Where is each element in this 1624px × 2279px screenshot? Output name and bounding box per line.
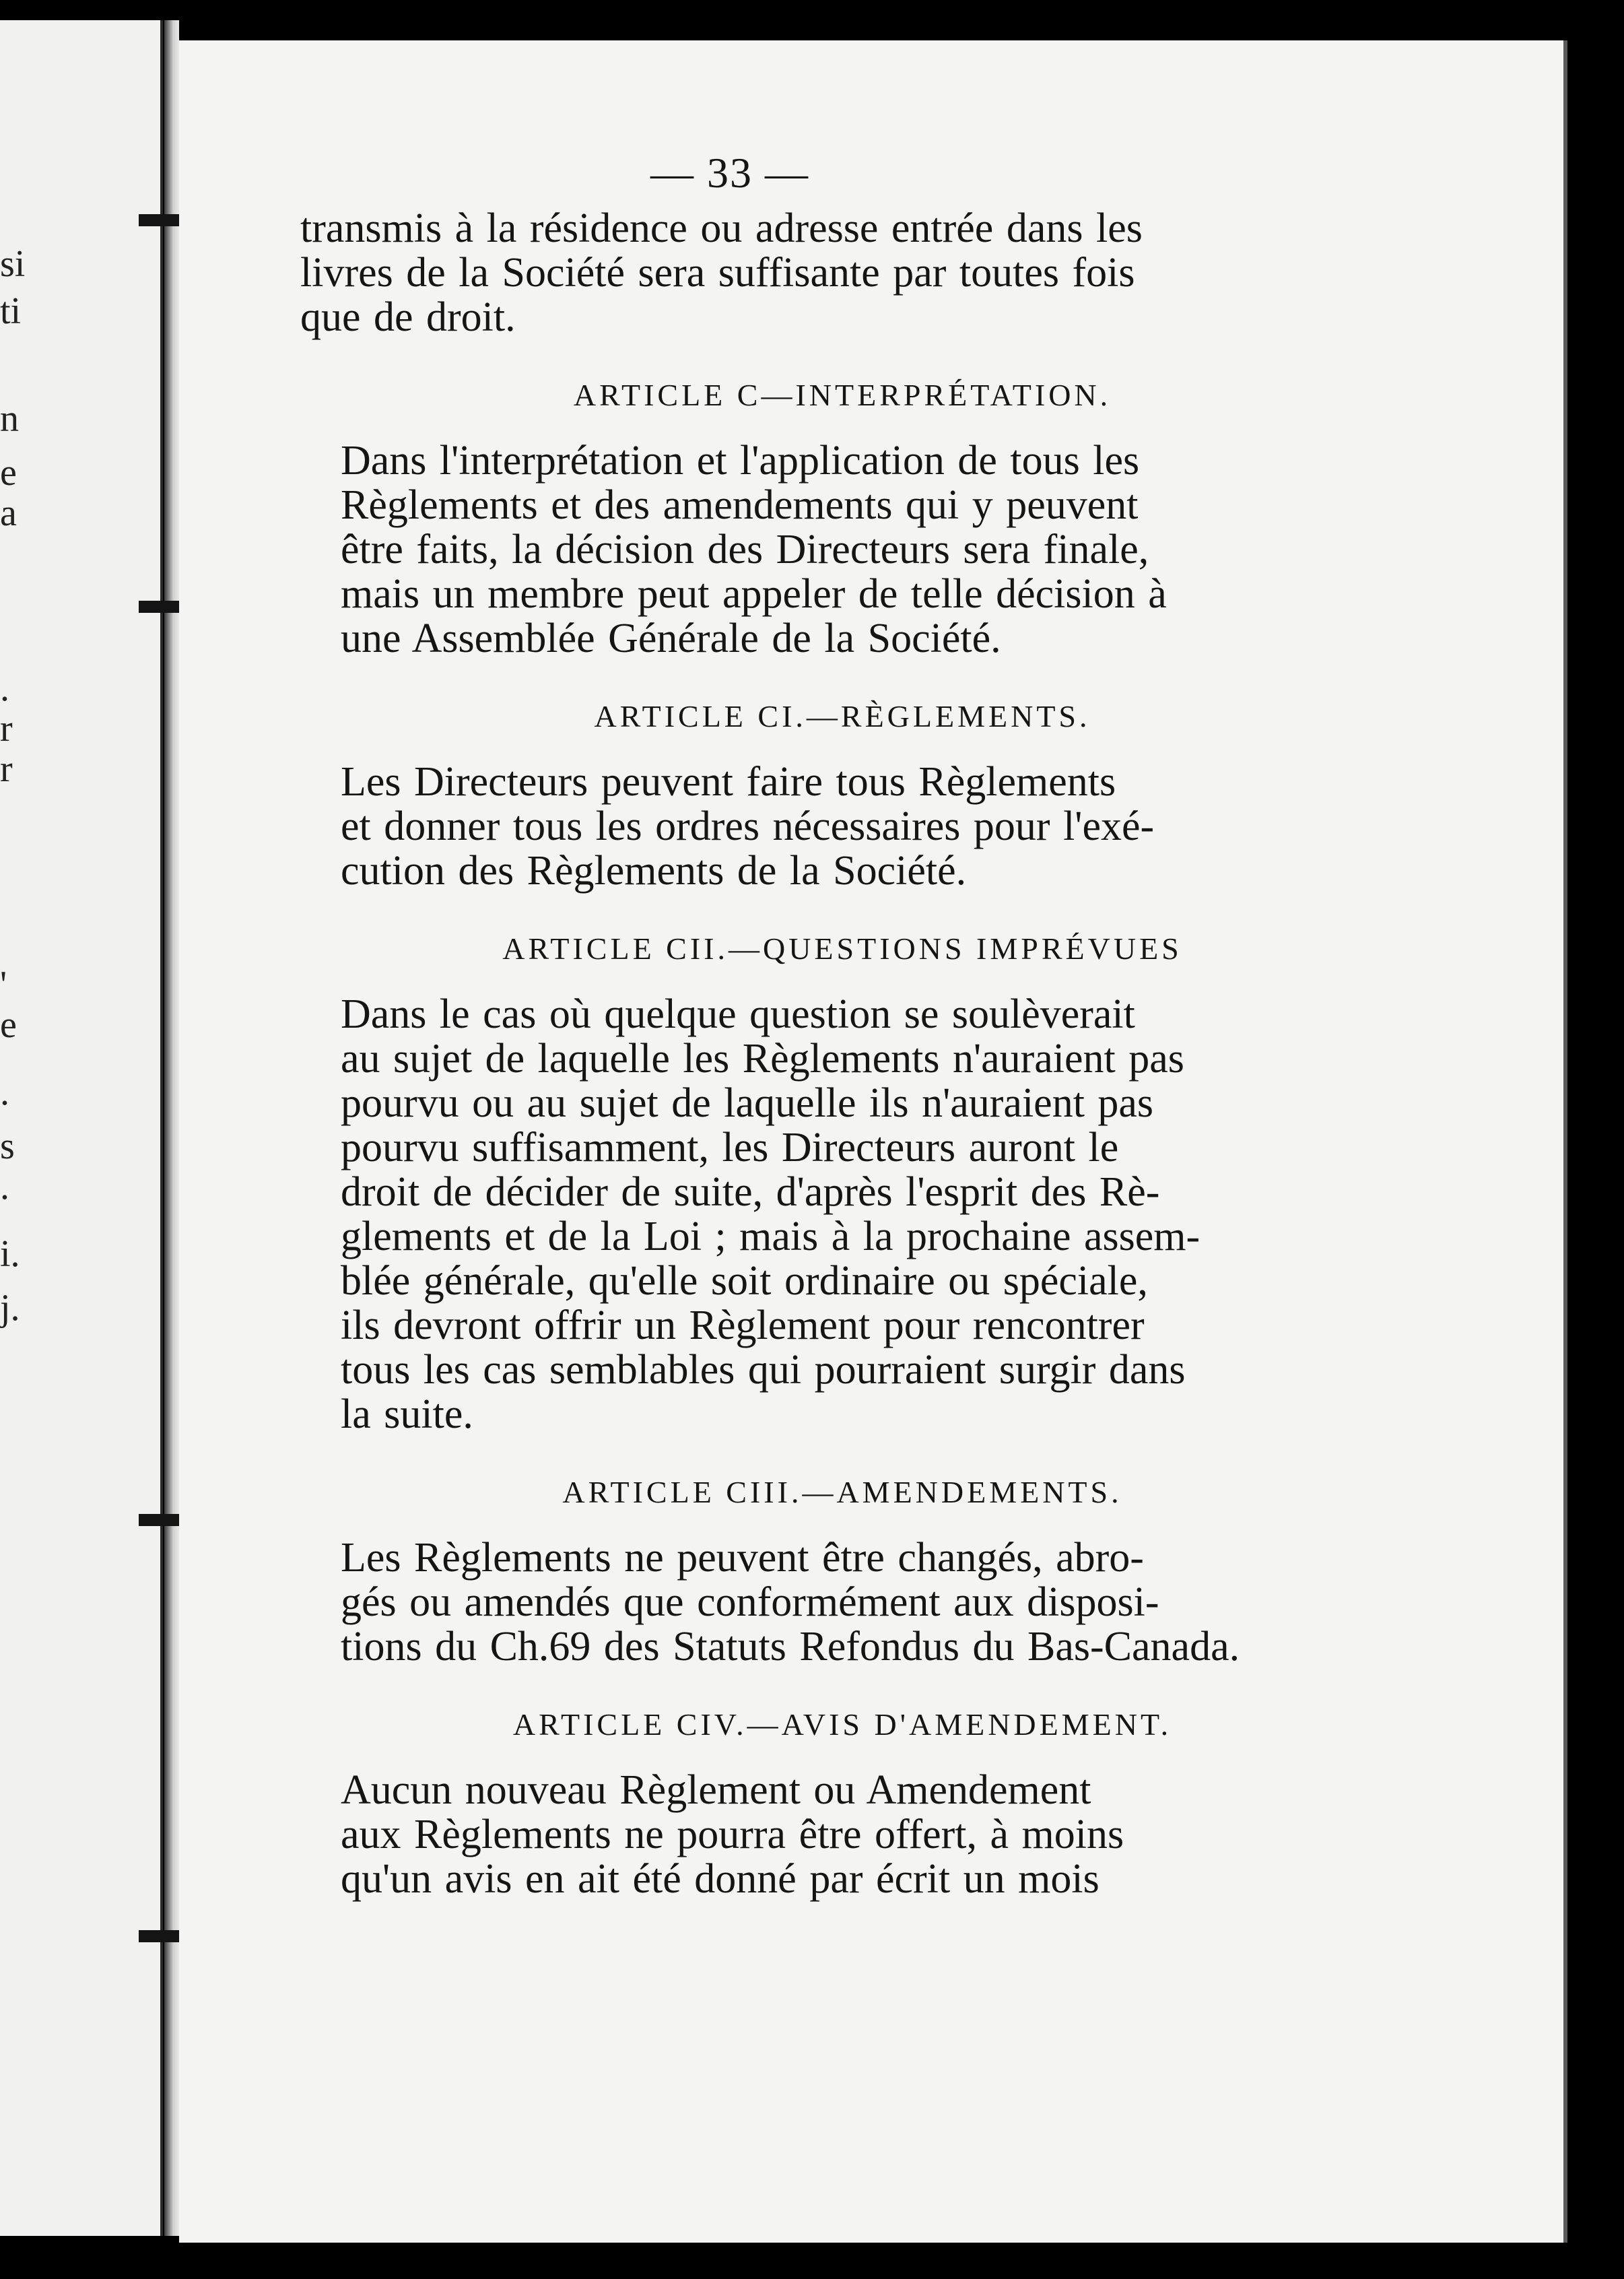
- article-paragraph: [300, 992, 1344, 1436]
- facing-page-fragment: s: [0, 1125, 15, 1167]
- text-line: Les Règlements ne peuvent être changés, abro-: [341, 1535, 1144, 1581]
- facing-page-fragment: ': [0, 964, 7, 1005]
- article-heading: ARTICLE C—INTERPRÉTATION.: [573, 378, 1112, 412]
- text-line: être faits, la décision des Directeurs sera finale,: [341, 527, 1149, 572]
- article-paragraph: [300, 1768, 1344, 1901]
- text-line: que de droit.: [300, 294, 516, 340]
- text-line: pourvu suffisamment, les Directeurs auront le: [341, 1125, 1119, 1170]
- facing-page-fragment: ti: [0, 290, 22, 332]
- facing-page-fragment: n: [0, 398, 19, 440]
- article-heading: ARTICLE CI.—RÈGLEMENTS.: [594, 699, 1091, 733]
- article-heading: ARTICLE CIII.—AMENDEMENTS.: [562, 1475, 1122, 1509]
- text-line: au sujet de laquelle les Règlements n'auraient pas: [341, 1036, 1184, 1082]
- facing-page-fragment: .: [0, 1166, 9, 1208]
- text-line: livres de la Société sera suffisante par toutes fois: [300, 250, 1135, 296]
- text-line: pourvu ou au sujet de laquelle ils n'auraient pas: [341, 1080, 1154, 1126]
- text-line: ils devront offrir un Règlement pour rencontrer: [341, 1302, 1145, 1348]
- text-line: Les Directeurs peuvent faire tous Règlements: [341, 759, 1116, 805]
- article-heading: ARTICLE CIV.—AVIS D'AMENDEMENT.: [512, 1707, 1172, 1742]
- facing-page-fragment: j.: [0, 1287, 20, 1329]
- facing-page-fragment: .: [0, 1071, 9, 1113]
- text-line: tous les cas semblables qui pourraient surgir dans: [341, 1347, 1186, 1393]
- text-line: et donner tous les ordres nécessaires pour l'exé-: [341, 803, 1155, 849]
- text-line: tions du Ch.69 des Statuts Refondus du Bas-Canada.: [341, 1624, 1240, 1670]
- facing-page-fragment: r: [0, 708, 13, 750]
- text-line: glements et de la Loi ; mais à la prochaine assem-: [341, 1214, 1200, 1259]
- facing-page-fragment: a: [0, 492, 17, 534]
- left-page-edge: [0, 20, 163, 2236]
- text-line: cution des Règlements de la Société.: [341, 848, 967, 894]
- facing-page-fragment: si: [0, 243, 26, 285]
- text-blocks: [300, 206, 1344, 1901]
- article-paragraph: [300, 760, 1344, 893]
- article-heading: ARTICLE CII.—QUESTIONS IMPRÉVUES: [502, 931, 1182, 966]
- article-paragraph: [300, 206, 1344, 339]
- text-line: Dans l'interprétation et l'application de tous les: [341, 438, 1140, 484]
- facing-page-fragment: e: [0, 1004, 17, 1046]
- article-paragraph: [300, 438, 1344, 661]
- text-line: une Assemblée Générale de la Société.: [341, 616, 1001, 661]
- article-paragraph: [300, 1535, 1344, 1669]
- facing-page-fragment: i.: [0, 1233, 20, 1275]
- page-content: [300, 148, 1344, 1901]
- page-number: — 33 —: [650, 149, 809, 197]
- book-spine: [164, 20, 179, 2236]
- text-line: Dans le cas où quelque question se soulèverait: [341, 991, 1135, 1037]
- text-line: Règlements et des amendements qui y peuvent: [341, 482, 1139, 528]
- text-line: Aucun nouveau Règlement ou Amendement: [341, 1767, 1091, 1813]
- right-page: [179, 40, 1567, 2243]
- facing-page-fragment: .: [0, 667, 9, 709]
- text-line: aux Règlements ne pourra être offert, à moins: [341, 1812, 1124, 1857]
- text-line: la suite.: [341, 1391, 473, 1437]
- text-line: transmis à la résidence ou adresse entrée dans les: [300, 205, 1143, 251]
- text-line: qu'un avis en ait été donné par écrit un mois: [341, 1856, 1099, 1902]
- facing-page-fragment: e: [0, 452, 17, 494]
- facing-page-fragment: r: [0, 748, 13, 790]
- text-line: blée générale, qu'elle soit ordinaire ou spéciale,: [341, 1258, 1148, 1304]
- text-line: droit de décider de suite, d'après l'esprit des Rè-: [341, 1169, 1160, 1215]
- text-line: gés ou amendés que conformément aux disposi-: [341, 1579, 1159, 1625]
- text-line: mais un membre peut appeler de telle décision à: [341, 571, 1167, 617]
